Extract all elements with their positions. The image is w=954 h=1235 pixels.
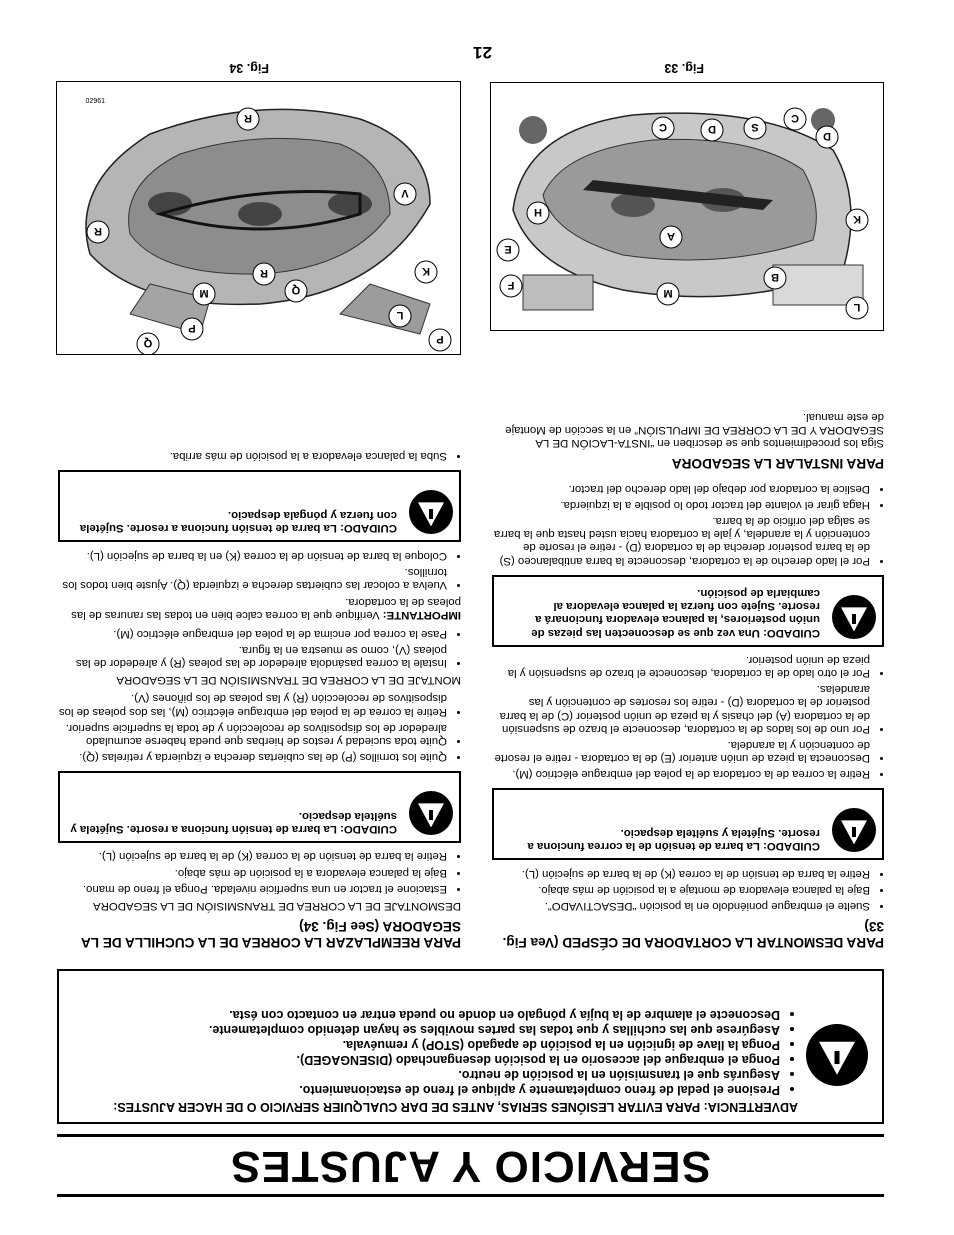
subheading: MONTAJE DE LA CORREA DE TRANSMISIÓN DE LA SEGADORA (116, 674, 461, 687)
figure-33 (490, 82, 884, 331)
important-label: IMPORTANTE: (382, 609, 461, 622)
callout-label: P (188, 322, 196, 334)
warning-box (57, 969, 884, 1124)
list-item: • Desconecta la pieza de unión anterior (E) de la cortadora - retire el resorte de contención y la arandela. (492, 738, 870, 764)
callout-label: S (751, 121, 759, 133)
mower-deck-illustration (491, 83, 883, 330)
list-item: • Suba la palanca elevadora a la posición de más arriba. (58, 449, 447, 462)
callout-label: C (659, 121, 667, 133)
warning-item: • Ponga la llave de ignición en la posición de apagado (STOP) y remuévala. (69, 1037, 780, 1052)
list-item: • Pase la correa por encima de la polea del embrague eléctrico (M). (58, 626, 447, 639)
page-number: 21 (473, 43, 492, 62)
list-item: • Por el lado derecho de la cortadora, desconecte la barra antibalanceo (S) de la barra posterior derecha de la cortadora (D) - retire el resorte de contención y la arandela, y jale la cortadora hacia usted hasta que la barra se salga del orificio de la barra. (492, 514, 870, 567)
warning-heading: ADVERTENCIA: PARA EVITAR LESIÓNES SERIAS, ANTES DE DAR CUALQUIER SERVICIO O DE HACER AJUSTES: (113, 1100, 798, 1114)
callout-label: B (771, 271, 779, 283)
callout-label: K (422, 265, 430, 277)
caution-box (492, 575, 884, 647)
callout-label: D (823, 130, 831, 142)
caution-text: CUIDADO: La barra de tensión funciona a resorte. Sujétela y suéltela despacio. (70, 809, 397, 836)
right-column (58, 444, 461, 950)
callout-label: R (244, 112, 252, 124)
list-item: • Retire la barra de tensión de la correa (K) de la barra de sujeción (L). (58, 849, 447, 862)
list-item: • Instale la correa pasándola alrededor de las poleas (R) y alrededor de las poleas (V), como se muestra en la figura. (58, 643, 447, 669)
figure-34 (56, 81, 461, 355)
paragraph: Siga los procedimientos que se describen en “INSTA-LACIÓN DE LA SEGADORA Y DE LA CORREA DE IMPULSIÓN” en la sección de Montaje de este manual. (505, 410, 884, 450)
callout-label: R (94, 225, 102, 237)
bullet-list (58, 691, 461, 763)
warning-item: • Ponga el embrague del accesorio en la posición desenganchado (DISENGAGED). (69, 1052, 780, 1067)
callout-label: E (504, 243, 512, 255)
page-title: SERVICIO Y AJUSTES (230, 1142, 711, 1191)
caution-box (492, 788, 884, 860)
warning-item: • Asegurás que el transmisión en la posición de neutro. (69, 1067, 780, 1082)
title-rule (57, 1134, 884, 1137)
warning-icon (832, 595, 876, 639)
list-item: • Baje la palanca elevadora de montaje a la posición de más abajo. (492, 883, 870, 896)
callout-label: K (853, 213, 861, 225)
callout-label: L (396, 309, 404, 321)
list-item: • Haga girar el volante del tractor todo lo posible a la izquierda. (492, 498, 870, 511)
bullet-list (492, 866, 884, 912)
callout-label: F (507, 279, 515, 291)
list-item: • Deslice la cortadora por debajo del lado derecho del tractor. (492, 481, 870, 494)
caution-text: CUIDADO: La barra de tensión funciona a resorte. Sujétela con fuerza y póngala despacio. (79, 509, 397, 535)
warning-text (69, 1007, 798, 1114)
callout-label: A (667, 230, 675, 242)
callout-label: H (534, 206, 542, 218)
list-item: • Retire la correa de la cortadora de la polea del embrague eléctrico (M). (492, 767, 870, 780)
figure-33-caption: Fig. 33 (664, 61, 704, 75)
list-item: • Vuelva a colocar las cubiertas derecha e izquierda (Q). Ajuste bien todos los tornillos. (58, 565, 447, 591)
section-heading: PARA DESMONTAR LA CORTADORA DE CÉSPED (Vea Fig. 33) (502, 919, 884, 950)
list-item: • Retire la barra de tensión de la correa (K) de la barra de sujeción (L). (492, 866, 870, 879)
callout-label: M (199, 287, 209, 299)
callout-label: Q (143, 337, 153, 349)
callout-label: C (791, 112, 799, 124)
callout-label: D (708, 123, 716, 135)
list-item: • Por uno de los lados de la cortadora, desconecte el brazo de suspensión de la cortadora (A) del chasis y la pieza de unión posterior (C) de la barra posterior de la cortadora (D) - retire los resortes de contención y las arandelas. (492, 682, 870, 735)
caution-text: CUIDADO: La barra de tensión de la correa funciona a resorte. Sujétela y suéltela despacio. (527, 827, 820, 853)
bullet-list (58, 548, 461, 591)
list-item: • Quite los tornillos (P) de las cubiertas derecha e izquierda y retírelas (Q). (58, 750, 447, 763)
list-item: • Por el otro lado de la cortadora, desconecte el brazo de suspensión y la pieza de unión posterior. (492, 653, 870, 679)
warning-icon (832, 808, 876, 852)
warning-icon (806, 1024, 868, 1086)
list-item: • Suelte el embrague poniéndolo en la posición “DESACTIVADO”. (492, 899, 870, 912)
callout-label: V (401, 187, 409, 199)
list-item: • Quite toda suciedad y restos de hierbas que pueda haberse acumulado alrededor de los dispositivos de recolección y de toda la superficie superior. (58, 721, 447, 747)
caution-box (58, 771, 461, 843)
list-item: • Baje la palanca elevadora a la posición de más abajo. (58, 865, 447, 878)
warning-icon (409, 791, 453, 835)
callout-label: R (260, 267, 268, 279)
warning-list (69, 1007, 798, 1097)
section-heading: PARA INSTALAR LA SEGADORA (671, 456, 884, 472)
part-number: 02961 (85, 98, 105, 105)
section-heading: PARA REEMPLAZAR LA CORREA DE LA CUCHILLA DE LA SEGADORA (See Fig. 34) (81, 919, 461, 950)
bullet-list (492, 481, 884, 566)
callout-label: P (436, 333, 444, 345)
warning-item: • Presione el pedal de freno completamente y aplique el freno de estacionamiento. (69, 1082, 780, 1097)
bullet-list (492, 653, 884, 781)
bullet-list (58, 849, 461, 895)
warning-item: • Asegúrese que las cuchillas y que todas las partes movibles se hayan detenido completamente. (69, 1022, 780, 1037)
deck-belt-illustration (57, 82, 460, 354)
important-text: Verifique que la correa calce bien en todas las ranuras de las poleas de la cortadora. (71, 596, 461, 622)
warning-item: • Desconecte el alambre de la bujía y póngalo en donde no pueda entrar en contacto con ésta. (69, 1007, 780, 1022)
figure-34-caption: Fig. 34 (229, 61, 269, 75)
warning-icon (409, 490, 453, 534)
top-rule (57, 1194, 884, 1197)
callout-label: M (663, 287, 673, 299)
callout-label: L (853, 301, 861, 313)
callout-label: Q (291, 284, 301, 296)
subheading: DESMONTAJE DE LA CORREA DE TRANSMISIÓN DE LA SEGADORA (93, 900, 461, 912)
list-item: • Retire la correa de la polea del embrague eléctrico (M), las dos poleas de los dispositivos de recolección (R) y las poleas de los piñones (V). (58, 691, 447, 717)
list-item: • Coloque la barra de tensión de la correa (K) en la barra de sujeción (L). (58, 548, 447, 561)
important-note (58, 595, 461, 621)
list-item: • Estacione el tractor en una superficie nivelada. Ponga el freno de mano. (58, 882, 447, 895)
bullet-list (58, 449, 461, 462)
bullet-list (58, 626, 461, 669)
caution-text: CUIDADO: Una vez que se desconecten las piezas de unión posteriores, la palanca elevadora funcionará a resorte. Sujete con fuerza la palanca elevadora al cambiarla de posición. (531, 586, 820, 639)
left-column (492, 406, 884, 950)
caution-box (58, 470, 461, 542)
